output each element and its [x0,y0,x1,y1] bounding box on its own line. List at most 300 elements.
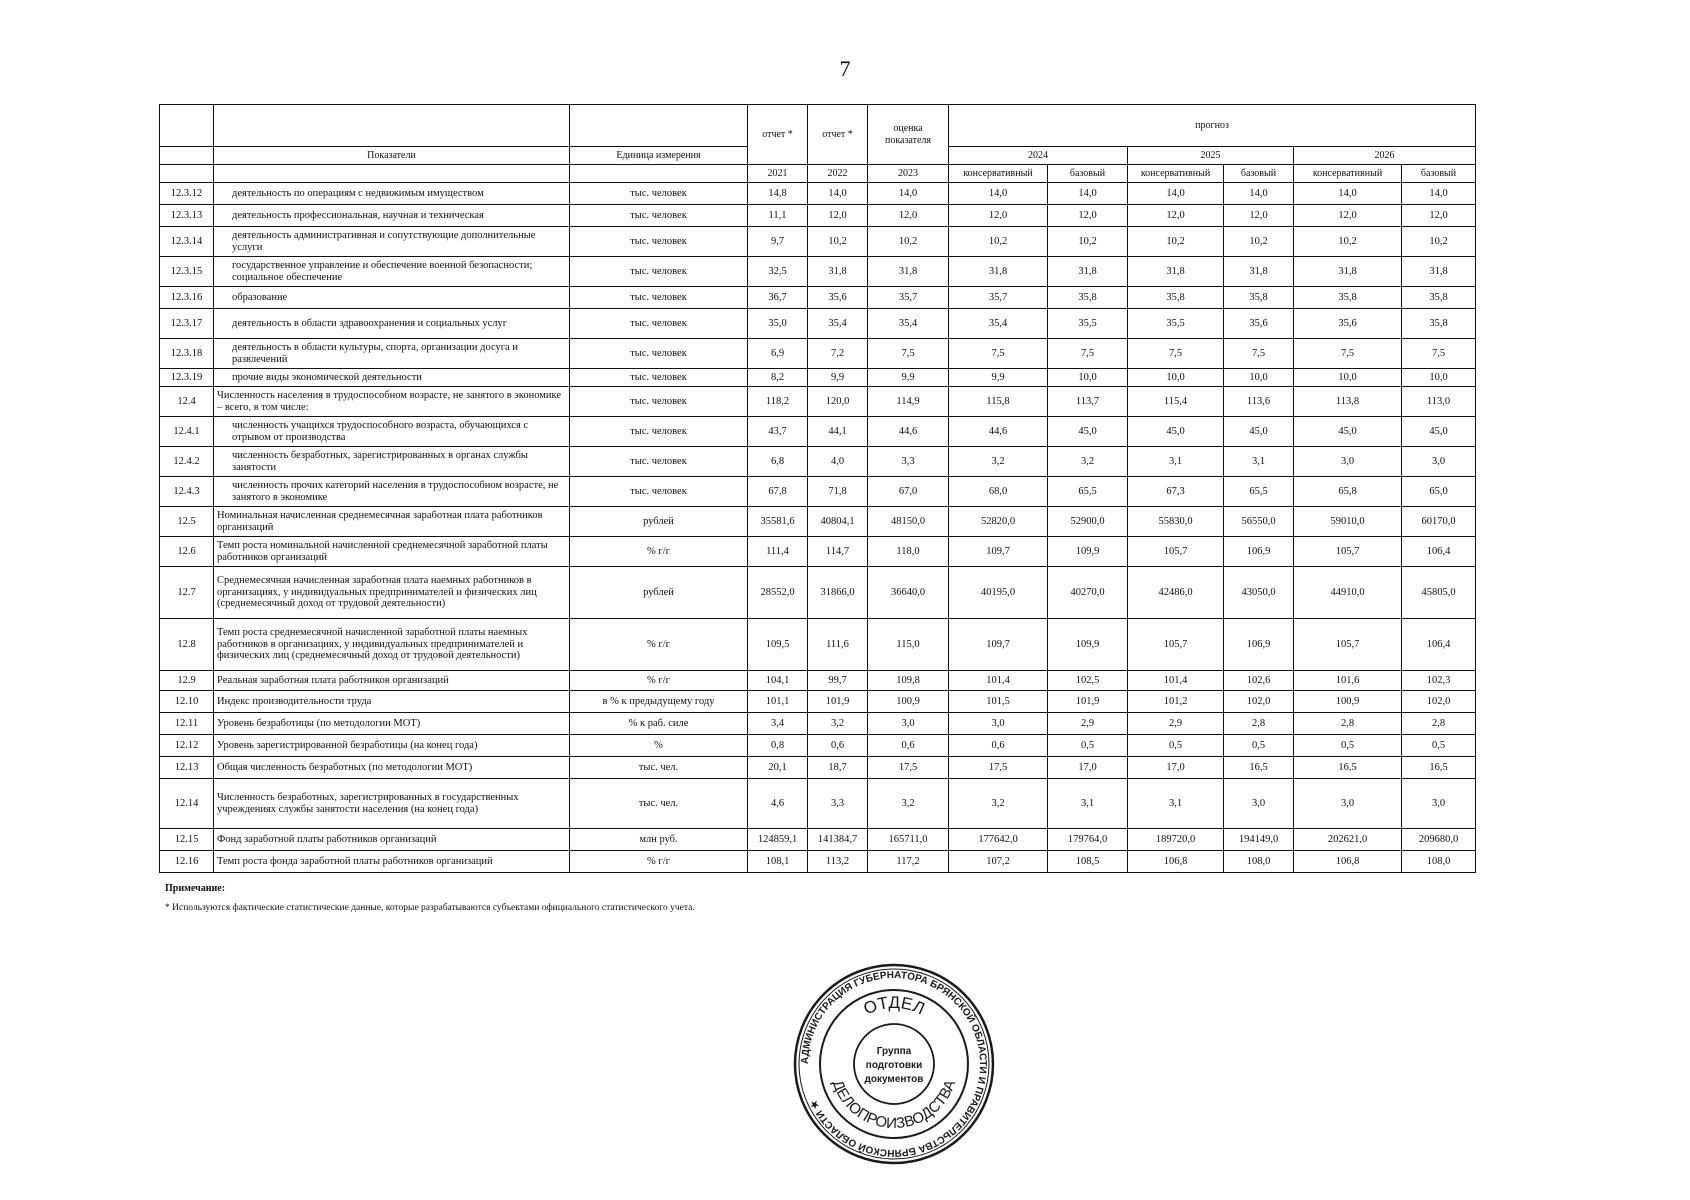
row-value: 65,5 [1224,477,1294,507]
row-value: 43,7 [748,417,808,447]
row-value: 12,0 [1048,205,1128,227]
row-value: 114,7 [808,537,868,567]
row-value: 6,8 [748,447,808,477]
row-value: 3,2 [949,447,1048,477]
row-value: 177642,0 [949,829,1048,851]
table-row [160,779,1476,829]
row-value: 0,5 [1128,735,1224,757]
row-number: 12.3.18 [160,339,214,369]
row-value: 120,0 [808,387,868,417]
row-value: 31,8 [1048,257,1128,287]
row-value: 44910,0 [1294,567,1402,619]
row-value: 35,6 [808,287,868,309]
header-indicator: Показатели [214,147,570,165]
row-indicator-name: Темп роста среднемесячной начисленной заработной платы наемных работников в организациях, у индивидуальных предпринимателей и физических лиц (среднемесячный доход от трудовой деятельности) [214,619,570,671]
row-indicator-name: деятельность в области культуры, спорта, организации досуга и развлечений [214,339,570,369]
table-row [160,851,1476,873]
table-row [160,757,1476,779]
row-value: 55830,0 [1128,507,1224,537]
table-row [160,691,1476,713]
row-indicator-name: Численность населения в трудоспособном возрасте, не занятого в экономике – всего, в том числе: [214,387,570,417]
row-value: 100,9 [868,691,949,713]
row-value: 3,0 [1402,447,1476,477]
row-value: 35,6 [1294,309,1402,339]
row-value: 35,8 [1402,309,1476,339]
header-blank-unit-cell [570,105,748,147]
header-forecast: прогноз [949,105,1476,147]
row-value: 44,1 [808,417,868,447]
row-value: 118,0 [868,537,949,567]
row-value: 100,9 [1294,691,1402,713]
row-value: 113,7 [1048,387,1128,417]
header-variant: консервативный [1294,165,1402,183]
row-value: 10,2 [1294,227,1402,257]
row-value: 17,0 [1048,757,1128,779]
row-value: 101,9 [808,691,868,713]
row-value: 60170,0 [1402,507,1476,537]
row-value: 3,0 [1294,447,1402,477]
table-row [160,417,1476,447]
row-value: 107,2 [949,851,1048,873]
row-value: 0,5 [1048,735,1128,757]
svg-text:ОТДЕЛ [861,993,928,1019]
row-value: 35,4 [868,309,949,339]
stamp-center-line: Группа [876,1046,912,1057]
row-value: 17,0 [1128,757,1224,779]
row-value: 65,8 [1294,477,1402,507]
row-value: 115,4 [1128,387,1224,417]
table-row [160,713,1476,735]
table-row [160,369,1476,387]
row-value: 10,0 [1402,369,1476,387]
row-number: 12.15 [160,829,214,851]
row-value: 114,9 [868,387,949,417]
row-indicator-name: Уровень безработицы (по методологии МОТ) [214,713,570,735]
row-number: 12.3.16 [160,287,214,309]
row-value: 40195,0 [949,567,1048,619]
row-value: 111,4 [748,537,808,567]
row-value: 0,6 [808,735,868,757]
table-row [160,507,1476,537]
row-value: 102,5 [1048,671,1128,691]
row-unit: тыс. человек [570,387,748,417]
row-indicator-name: Темп роста номинальной начисленной среднемесячной заработной платы работников организаций [214,537,570,567]
row-value: 0,6 [949,735,1048,757]
row-value: 12,0 [1224,205,1294,227]
row-value: 31,8 [868,257,949,287]
row-value: 12,0 [1294,205,1402,227]
row-value: 52820,0 [949,507,1048,537]
row-value: 109,7 [949,537,1048,567]
row-number: 12.10 [160,691,214,713]
stamp-center-line: подготовки [865,1060,923,1071]
row-unit: тыс. человек [570,339,748,369]
header-variant: базовый [1224,165,1294,183]
row-unit: тыс. чел. [570,779,748,829]
row-value: 31,8 [1402,257,1476,287]
row-value: 106,4 [1402,537,1476,567]
table-row [160,537,1476,567]
row-value: 108,5 [1048,851,1128,873]
row-value: 104,1 [748,671,808,691]
row-number: 12.14 [160,779,214,829]
row-value: 109,7 [949,619,1048,671]
row-value: 68,0 [949,477,1048,507]
row-value: 0,6 [868,735,949,757]
row-value: 35,7 [868,287,949,309]
row-value: 3,2 [868,779,949,829]
row-number: 12.7 [160,567,214,619]
row-value: 14,0 [1402,183,1476,205]
row-value: 106,4 [1402,619,1476,671]
row-value: 0,5 [1402,735,1476,757]
row-value: 2,9 [1048,713,1128,735]
row-value: 3,1 [1128,447,1224,477]
row-unit: тыс. человек [570,447,748,477]
row-value: 113,6 [1224,387,1294,417]
row-value: 194149,0 [1224,829,1294,851]
row-value: 35581,6 [748,507,808,537]
table-row [160,671,1476,691]
note-footnote: * Используются фактические статистические данные, которые разрабатываются субъектами официального статистического учета. [165,903,695,913]
row-value: 7,2 [808,339,868,369]
row-value: 35,7 [949,287,1048,309]
row-value: 108,0 [1224,851,1294,873]
row-value: 0,5 [1294,735,1402,757]
row-value: 36640,0 [868,567,949,619]
row-indicator-name: Уровень зарегистрированной безработицы (на конец года) [214,735,570,757]
row-number: 12.4.2 [160,447,214,477]
header-estimate: оценка показателя [868,105,949,165]
row-value: 105,7 [1294,537,1402,567]
table-row [160,287,1476,309]
row-value: 6,9 [748,339,808,369]
row-value: 12,0 [868,205,949,227]
row-value: 102,3 [1402,671,1476,691]
row-indicator-name: численность прочих категорий населения в трудоспособном возрасте, не занятого в экономике [214,477,570,507]
row-indicator-name: образование [214,287,570,309]
row-indicator-name: Реальная заработная плата работников организаций [214,671,570,691]
row-value: 108,1 [748,851,808,873]
row-value: 7,5 [868,339,949,369]
row-value: 14,0 [1128,183,1224,205]
header-blank-cell [214,105,570,147]
row-value: 109,5 [748,619,808,671]
row-value: 3,3 [808,779,868,829]
row-value: 11,1 [748,205,808,227]
row-value: 117,2 [868,851,949,873]
row-number: 12.5 [160,507,214,537]
row-value: 12,0 [1128,205,1224,227]
row-unit: в % к предыдущему году [570,691,748,713]
row-value: 189720,0 [1128,829,1224,851]
row-value: 3,1 [1048,779,1128,829]
header-report-2: отчет * [808,105,868,165]
row-value: 2,8 [1224,713,1294,735]
row-value: 10,0 [1048,369,1128,387]
row-value: 3,0 [868,713,949,735]
row-value: 7,5 [1224,339,1294,369]
stamp-outer-text: АДМИНИСТРАЦИЯ ГУБЕРНАТОРА БРЯНСКОЙ ОБЛАСТИ И ПРАВИТЕЛЬСТВА БРЯНСКОЙ ОБЛАСТИ ★ [799,969,989,1159]
row-unit: тыс. человек [570,309,748,339]
row-value: 40270,0 [1048,567,1128,619]
row-value: 209680,0 [1402,829,1476,851]
table-row [160,339,1476,369]
row-number: 12.4.3 [160,477,214,507]
row-number: 12.11 [160,713,214,735]
table-row [160,829,1476,851]
row-value: 106,9 [1224,619,1294,671]
row-value: 65,5 [1048,477,1128,507]
table-row [160,477,1476,507]
row-value: 14,0 [1224,183,1294,205]
row-indicator-name: Среднемесячная начисленная заработная плата наемных работников в организациях, у индивидуальных предпринимателей и физических лиц (среднемесячный доход от трудовой деятельности) [214,567,570,619]
row-value: 35,5 [1048,309,1128,339]
row-indicator-name: Общая численность безработных (по методологии МОТ) [214,757,570,779]
row-value: 40804,1 [808,507,868,537]
row-value: 101,6 [1294,671,1402,691]
row-value: 10,0 [1294,369,1402,387]
row-number: 12.3.14 [160,227,214,257]
row-value: 3,0 [949,713,1048,735]
row-value: 65,0 [1402,477,1476,507]
table-row [160,227,1476,257]
row-value: 67,0 [868,477,949,507]
row-value: 9,9 [949,369,1048,387]
row-value: 113,2 [808,851,868,873]
row-unit: тыс. человек [570,257,748,287]
row-unit: тыс. человек [570,417,748,447]
row-indicator-name: прочие виды экономической деятельности [214,369,570,387]
row-number: 12.3.17 [160,309,214,339]
row-value: 109,8 [868,671,949,691]
row-value: 7,5 [1128,339,1224,369]
row-indicator-name: численность учащихся трудоспособного возраста, обучающихся с отрывом от производства [214,417,570,447]
row-value: 31,8 [1128,257,1224,287]
row-value: 35,5 [1128,309,1224,339]
row-value: 10,2 [949,227,1048,257]
row-unit: тыс. человек [570,369,748,387]
row-unit: тыс. человек [570,287,748,309]
row-unit: тыс. человек [570,477,748,507]
row-value: 3,2 [1048,447,1128,477]
table-row [160,387,1476,417]
row-value: 45805,0 [1402,567,1476,619]
row-value: 9,7 [748,227,808,257]
row-value: 3,4 [748,713,808,735]
row-value: 10,2 [1224,227,1294,257]
row-unit: тыс. человек [570,205,748,227]
row-value: 52900,0 [1048,507,1128,537]
row-unit: % г/г [570,537,748,567]
row-value: 35,0 [748,309,808,339]
row-number: 12.4.1 [160,417,214,447]
row-value: 113,0 [1402,387,1476,417]
row-value: 10,2 [1402,227,1476,257]
row-value: 67,3 [1128,477,1224,507]
row-value: 0,8 [748,735,808,757]
row-value: 10,0 [1128,369,1224,387]
header-num-cell-3 [160,165,214,183]
header-blank-unit-3 [570,165,748,183]
row-value: 14,0 [1294,183,1402,205]
row-value: 2,8 [1294,713,1402,735]
row-indicator-name: Номинальная начисленная среднемесячная заработная плата работников организаций [214,507,570,537]
row-value: 101,1 [748,691,808,713]
row-value: 3,3 [868,447,949,477]
row-value: 45,0 [1048,417,1128,447]
row-number: 12.8 [160,619,214,671]
row-value: 115,8 [949,387,1048,417]
indicators-table [159,104,1476,873]
row-value: 14,0 [1048,183,1128,205]
row-value: 102,6 [1224,671,1294,691]
row-number: 12.6 [160,537,214,567]
row-value: 44,6 [949,417,1048,447]
row-value: 17,5 [949,757,1048,779]
row-indicator-name: Численность безработных, зарегистрированных в государственных учреждениях службы занятости населения (на конец года) [214,779,570,829]
row-value: 118,2 [748,387,808,417]
row-indicator-name: численность безработных, зарегистрированных в органах службы занятости [214,447,570,477]
header-year-2023: 2023 [868,165,949,183]
table-row [160,309,1476,339]
row-value: 31866,0 [808,567,868,619]
row-value: 36,7 [748,287,808,309]
row-value: 141384,7 [808,829,868,851]
header-year-2025: 2025 [1128,147,1294,165]
row-unit: млн руб. [570,829,748,851]
stamp-center-line: документов [864,1074,924,1085]
row-number: 12.4 [160,387,214,417]
row-value: 43050,0 [1224,567,1294,619]
row-value: 10,2 [1048,227,1128,257]
row-value: 109,9 [1048,619,1128,671]
row-value: 179764,0 [1048,829,1128,851]
row-value: 56550,0 [1224,507,1294,537]
row-number: 12.3.19 [160,369,214,387]
row-value: 115,0 [868,619,949,671]
row-value: 101,4 [1128,671,1224,691]
row-value: 12,0 [949,205,1048,227]
row-value: 31,8 [1294,257,1402,287]
row-value: 35,8 [1294,287,1402,309]
table-row [160,735,1476,757]
header-year-2026: 2026 [1294,147,1476,165]
table-row [160,257,1476,287]
row-value: 44,6 [868,417,949,447]
row-value: 14,8 [748,183,808,205]
row-number: 12.16 [160,851,214,873]
row-value: 14,0 [808,183,868,205]
row-value: 111,6 [808,619,868,671]
header-year-2024: 2024 [949,147,1128,165]
row-value: 4,6 [748,779,808,829]
page-number: 7 [839,56,851,81]
row-value: 12,0 [1402,205,1476,227]
row-unit: % г/г [570,619,748,671]
row-value: 45,0 [1128,417,1224,447]
row-value: 35,4 [808,309,868,339]
header-unit: Единица измерения [570,147,748,165]
row-value: 18,7 [808,757,868,779]
row-value: 45,0 [1402,417,1476,447]
row-value: 106,8 [1128,851,1224,873]
header-num-cell [160,105,214,147]
row-number: 12.3.13 [160,205,214,227]
header-blank-3 [214,165,570,183]
row-value: 165711,0 [868,829,949,851]
row-unit: рублей [570,507,748,537]
row-unit: % [570,735,748,757]
row-value: 16,5 [1224,757,1294,779]
row-value: 71,8 [808,477,868,507]
row-value: 101,5 [949,691,1048,713]
row-value: 17,5 [868,757,949,779]
row-value: 14,0 [949,183,1048,205]
row-value: 16,5 [1402,757,1476,779]
row-value: 108,0 [1402,851,1476,873]
table-row [160,183,1476,205]
row-indicator-name: Индекс производительности труда [214,691,570,713]
row-unit: рублей [570,567,748,619]
row-value: 48150,0 [868,507,949,537]
row-number: 12.9 [160,671,214,691]
row-value: 4,0 [808,447,868,477]
header-variant: консервативный [1128,165,1224,183]
row-value: 10,2 [868,227,949,257]
row-number: 12.12 [160,735,214,757]
row-value: 101,9 [1048,691,1128,713]
row-value: 102,0 [1224,691,1294,713]
row-value: 3,1 [1224,447,1294,477]
row-value: 8,2 [748,369,808,387]
row-value: 105,7 [1294,619,1402,671]
row-value: 35,4 [949,309,1048,339]
header-variant: базовый [1048,165,1128,183]
row-value: 42486,0 [1128,567,1224,619]
row-value: 59010,0 [1294,507,1402,537]
row-unit: тыс. чел. [570,757,748,779]
table-row [160,447,1476,477]
row-value: 109,9 [1048,537,1128,567]
header-year-2021: 2021 [748,165,808,183]
row-unit: % к раб. силе [570,713,748,735]
row-indicator-name: деятельность профессиональная, научная и техническая [214,205,570,227]
row-value: 2,8 [1402,713,1476,735]
row-value: 99,7 [808,671,868,691]
row-unit: % г/г [570,671,748,691]
row-number: 12.3.15 [160,257,214,287]
row-value: 7,5 [1048,339,1128,369]
header-row-1 [160,105,1476,147]
row-value: 35,8 [1224,287,1294,309]
row-value: 2,9 [1128,713,1224,735]
row-value: 102,0 [1402,691,1476,713]
row-indicator-name: деятельность в области здравоохранения и социальных услуг [214,309,570,339]
row-value: 35,6 [1224,309,1294,339]
row-number: 12.13 [160,757,214,779]
row-value: 45,0 [1224,417,1294,447]
header-variant: базовый [1402,165,1476,183]
row-value: 3,2 [808,713,868,735]
row-value: 32,5 [748,257,808,287]
row-value: 0,5 [1224,735,1294,757]
row-value: 9,9 [808,369,868,387]
row-value: 3,1 [1128,779,1224,829]
table-row [160,567,1476,619]
row-value: 7,5 [1402,339,1476,369]
row-indicator-name: деятельность по операциям с недвижимым имуществом [214,183,570,205]
